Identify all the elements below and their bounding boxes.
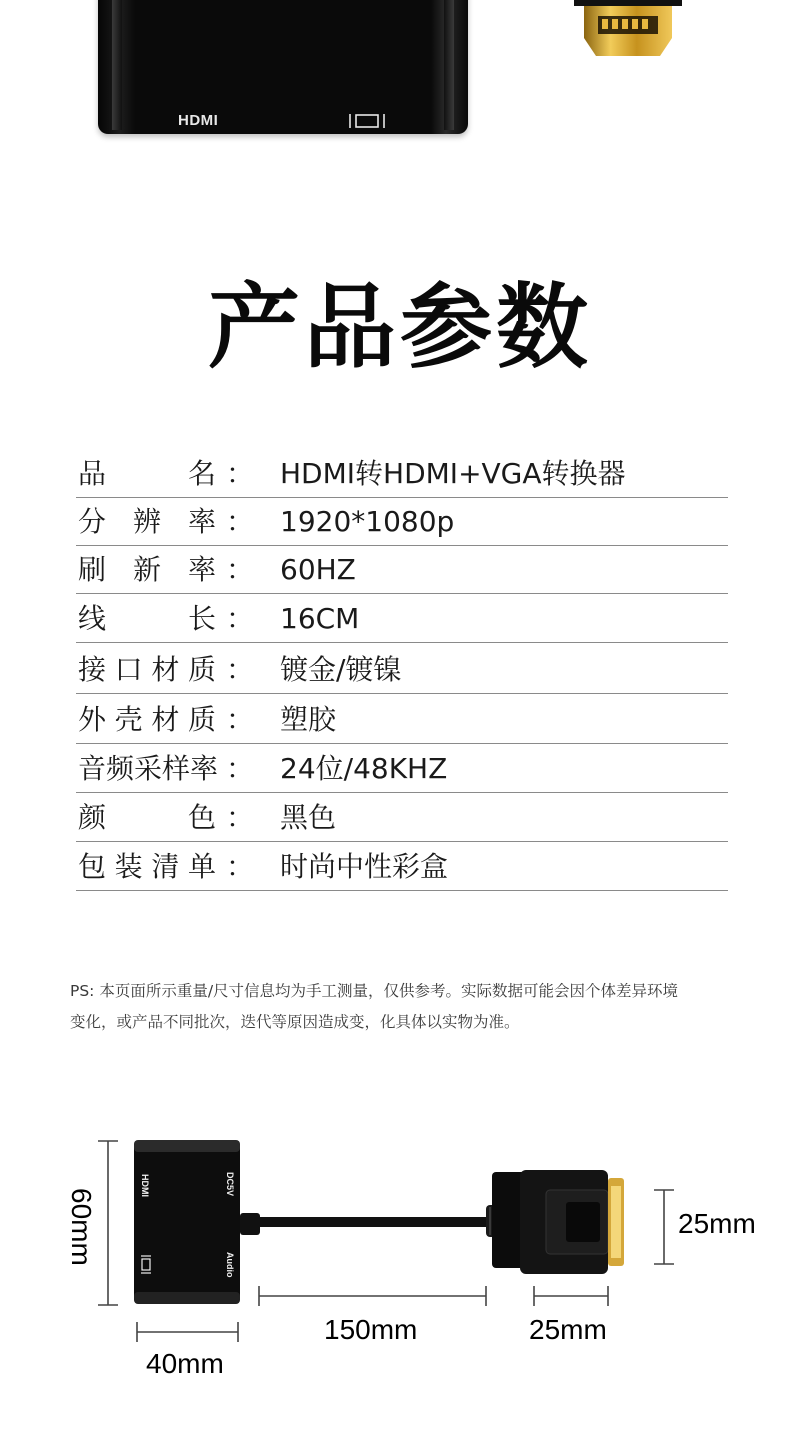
spec-label-char: 口 [114, 653, 143, 686]
spec-label-char: 率 [187, 553, 216, 586]
spec-row [76, 644, 728, 694]
spec-label [78, 602, 216, 636]
cable-length-text: 150mm [324, 1314, 418, 1345]
spec-value: 时尚中性彩盒 [280, 850, 449, 883]
spec-label-char: 接 [78, 653, 107, 686]
spec-colon: ： [226, 602, 255, 635]
spec-label [78, 801, 216, 835]
spec-label-char: 色 [187, 801, 216, 834]
spec-label-char: 名 [187, 457, 216, 490]
connector-height-dimension-line [654, 1190, 674, 1264]
note-line-2: 变化，或产品不同批次，迭代等原因造成变，化具体以实物为准。 [70, 1013, 520, 1031]
connector-width-text: 25mm [529, 1314, 607, 1345]
spec-colon: ： [226, 850, 255, 883]
hdmi-plug-photo [574, 0, 682, 58]
spec-value: 塑胶 [280, 703, 337, 736]
spec-colon: ： [226, 457, 255, 490]
connector-width-dimension-line [534, 1286, 608, 1306]
spec-row [76, 448, 728, 498]
spec-value: 24位/48KHZ [280, 752, 448, 785]
spec-label-char: 单 [187, 850, 216, 883]
spec-label-char: 颜 [78, 801, 107, 834]
spec-label-char: 材 [151, 703, 180, 736]
spec-label-char: 质 [187, 653, 216, 686]
spec-label [78, 505, 216, 539]
spec-value: 16CM [280, 602, 360, 635]
spec-label-char: 辨 [132, 505, 161, 538]
spec-row [76, 792, 728, 842]
spec-row [76, 743, 728, 793]
spec-colon: ： [226, 801, 255, 834]
spec-label [78, 752, 246, 786]
cable [240, 1205, 506, 1237]
spec-label-char: 率 [187, 505, 216, 538]
page-title: 产品参数 [207, 274, 592, 381]
height-dimension-text: 60mm [66, 1188, 97, 1266]
body-width-text: 40mm [146, 1348, 224, 1379]
spec-label [78, 553, 216, 587]
spec-label-char: 材 [151, 653, 180, 686]
spec-value: 1920*1080p [280, 505, 455, 538]
spec-value: 黑色 [280, 801, 337, 834]
body-width-dimension-line [137, 1322, 238, 1342]
spec-colon: ： [226, 505, 255, 538]
spec-row [76, 544, 728, 594]
adapter-edge-right [444, 0, 454, 130]
spec-label-char: 品 [78, 457, 107, 490]
spec-label-char: 外 [78, 703, 107, 736]
note-line-1: PS: 本页面所示重量/尺寸信息均为手工测量，仅供参考。实际数据可能会因个体差异环境 [70, 982, 679, 1000]
spec-label-char: 质 [187, 703, 216, 736]
measurement-note [70, 976, 750, 1038]
spec-label-char: 线 [78, 602, 107, 635]
spec-value: HDMI转HDMI+VGA转换器 [280, 457, 626, 490]
spec-label [78, 850, 216, 884]
spec-colon: ： [226, 653, 255, 686]
spec-label-char: 刷 [78, 553, 107, 586]
cable-length-dimension-line [259, 1286, 486, 1306]
diagram-audio-label: Audio [225, 1252, 235, 1278]
connector-height-text: 25mm [678, 1208, 756, 1239]
spec-label-char: 分 [78, 505, 107, 538]
adapter-edge-left [112, 0, 122, 130]
spec-label [78, 653, 216, 687]
spec-label [78, 703, 216, 737]
spec-row [76, 841, 728, 891]
spec-row [76, 496, 728, 546]
diagram-hdmi-label: HDMI [140, 1174, 150, 1197]
spec-colon: ： [226, 553, 255, 586]
spec-label-char: 包 [78, 850, 107, 883]
spec-label-char: 壳 [114, 703, 143, 736]
vga-port-icon [348, 111, 388, 131]
height-dimension-line [98, 1141, 118, 1305]
spec-row [76, 593, 728, 643]
spec-value: 60HZ [280, 553, 356, 586]
spec-value: 镀金/镀镍 [280, 653, 402, 686]
spec-label-char: 音频采样率 [78, 752, 219, 785]
diagram-dc-label: DC5V [225, 1172, 235, 1197]
spec-label-char: 装 [114, 850, 143, 883]
adapter-box [134, 1140, 240, 1304]
spec-colon: ： [226, 752, 255, 785]
spec-label-char: 长 [187, 602, 216, 635]
spec-label-char: 新 [132, 553, 161, 586]
spec-label [78, 457, 216, 491]
adapter-photo [98, 0, 468, 134]
hdmi-port-label: HDMI [178, 112, 219, 129]
spec-colon: ： [226, 703, 255, 736]
spec-row [76, 694, 728, 744]
connector-end [492, 1170, 624, 1274]
spec-label-char: 清 [151, 850, 180, 883]
dimension-diagram [0, 1120, 800, 1410]
